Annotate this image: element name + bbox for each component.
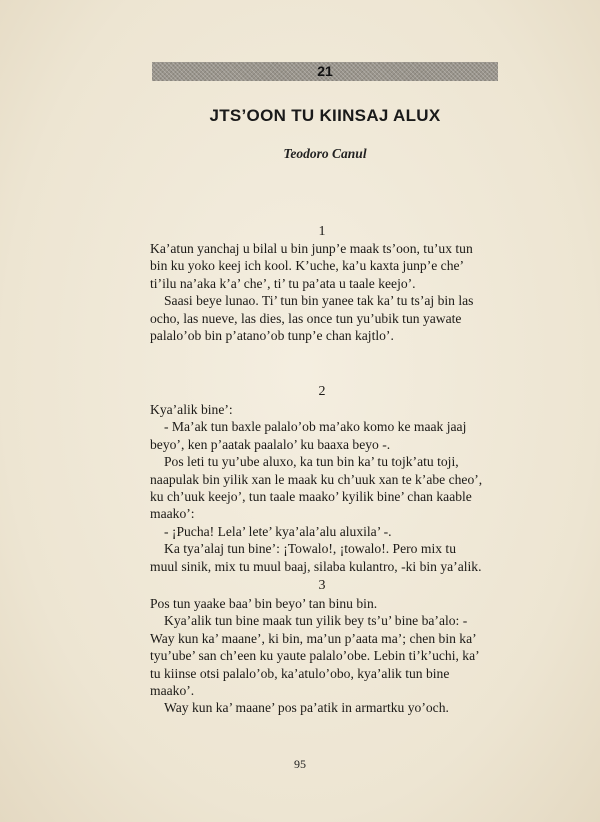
text-line: Kya’alik bine’: [150, 402, 233, 417]
text-line: bin ku yoko keej ich kool. K’uche, ka’u kaxta junp’e che’ [150, 258, 465, 274]
chapter-number: 21 [317, 63, 333, 79]
text-line: maako’. [150, 683, 195, 699]
text-line: Pos tun yaake baa’ bin beyo’ tan binu bin. [150, 596, 378, 611]
text-line: - Ma’ak tun baxle palalo’ob ma’ako komo ke maak jaaj [164, 419, 467, 435]
text-line: Ka tya’alaj tun bine’: ¡Towalo!, ¡towalo!. Pero mix tu [164, 541, 456, 557]
text-line: Way kun ka’ maane’ pos pa’atik in armartku yo’och. [164, 700, 449, 716]
chapter-header-bar [152, 62, 498, 81]
text-line: palalo’ob bin p’atano’ob tunp’e chan kajtlo’. [150, 328, 394, 344]
text-line: tu kiinse otsi palalo’ob, ka’atulo’obo, kya’alik tun bine [150, 665, 450, 681]
text-line: ocho, las nueve, las dies, las once tun yu’ubik tun yawate [150, 310, 462, 326]
text-line: ti’ilu na’aka k’a’ che’, ti’ tu pa’ata u taale keejo’. [150, 275, 416, 291]
chapter-title: JTS’OON TU KIINSAJ ALUX [209, 106, 441, 125]
text-line: beyo’, ken p’aatak paalalo’ ku baaxa beyo -. [150, 436, 391, 452]
text-line: tyu’ube’ san ch’een ku yaute palalo’obe. Lebin ti’k’uchi, ka’ [150, 648, 480, 664]
section-text [150, 401, 496, 575]
text-line: Pos leti tu yu’ube aluxo, ka tun bin ka’ tu tojk’atu toji, [164, 454, 459, 470]
chapter-author: Teodoro Canul [283, 146, 367, 161]
section-number: 2 [318, 384, 326, 399]
text-line: Way kun ka’ maane’, ki bin, ma’un p’aata ma’; chen bin ka’ [150, 630, 477, 646]
text-line: muul sinik, mix tu muul baaj, silaba kulantro, -ki bin ya’alik. [150, 558, 482, 574]
text-line: Ka’atun yanchaj u bilal u bin junp’e maak ts’oon, tu’ux tun [150, 241, 473, 256]
page-number: 95 [294, 757, 306, 771]
text-line: maako’: [150, 506, 195, 522]
text-line: - ¡Pucha! Lela’ lete’ kya’ala’alu aluxila’ -. [164, 523, 392, 539]
text-line: ku ch’uuk keejo’, tun taale maako’ kyilik bine’ chan kaable [150, 489, 472, 505]
section-text [150, 595, 496, 717]
text-line: Kya’alik tun bine maak tun yilik bey ts’u’ bine ba’alo: - [164, 613, 468, 629]
text-line: Saasi beye lunao. Ti’ tun bin yanee tak ka’ tu ts’aj bin las [164, 293, 474, 309]
text-line: naapulak bin yilik xan le maak ku ch’uuk xan te k’abe cheo’, [150, 471, 483, 487]
section-number: 1 [318, 224, 326, 239]
section-number: 3 [318, 578, 326, 593]
section-text [150, 240, 496, 344]
